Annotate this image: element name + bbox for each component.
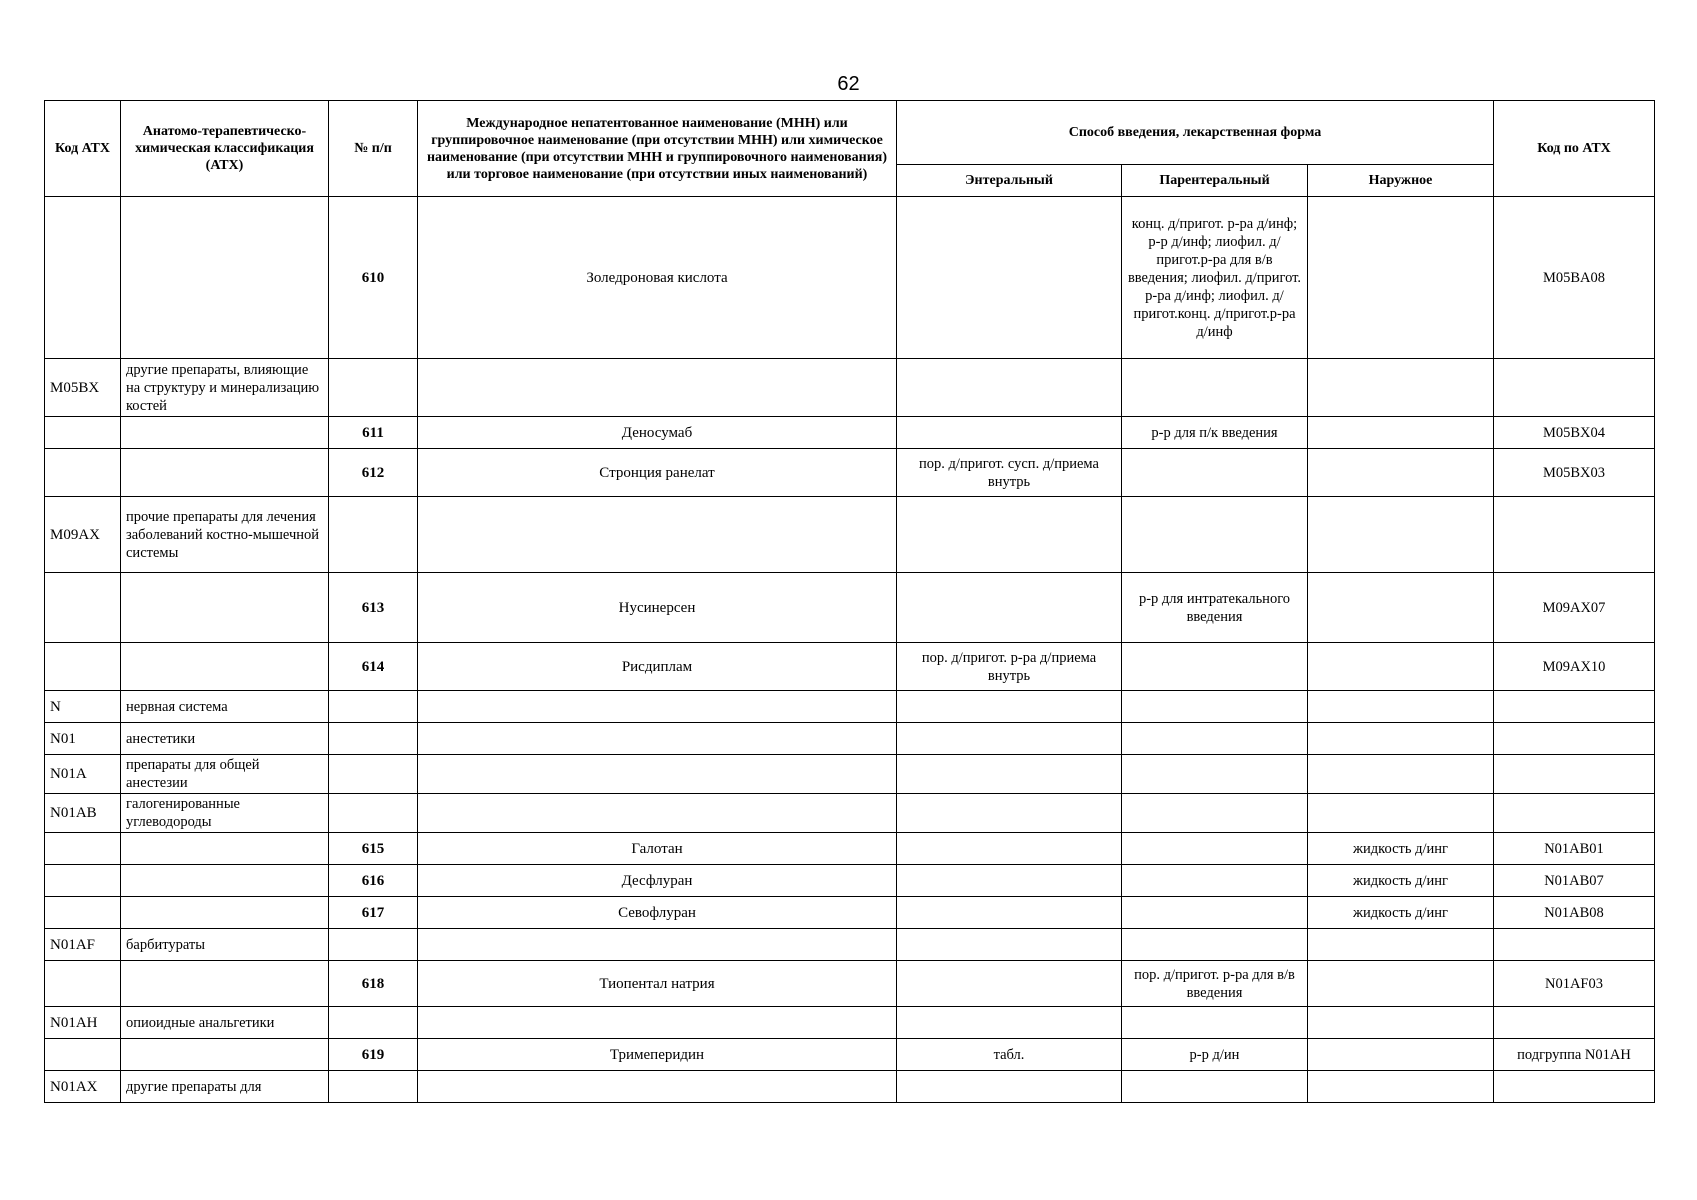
cell-atc-code (45, 449, 121, 497)
cell-external (1308, 723, 1494, 755)
cell-atc-ref: M09AX10 (1494, 643, 1655, 691)
cell-atc-code: N01AX (45, 1071, 121, 1103)
table-row (45, 643, 1655, 691)
table-row (45, 723, 1655, 755)
cell-drug-name (418, 929, 897, 961)
cell-atc-ref: M05BA08 (1494, 197, 1655, 359)
cell-parenteral: конц. д/пригот. р-ра д/инф; р-р д/инф; лиофил. д/пригот.р-ра для в/в введения; лиофил. д/пригот. р-ра д/инф; лиофил. д/пригот.конц. д/пригот.р-ра д/инф (1122, 197, 1308, 359)
header-external: Наружное (1308, 165, 1494, 197)
cell-atc-class: галогенированные углеводороды (121, 794, 329, 833)
cell-parenteral (1122, 723, 1308, 755)
table-row (45, 573, 1655, 643)
cell-atc-ref: N01AB07 (1494, 865, 1655, 897)
cell-enteral (897, 497, 1122, 573)
cell-atc-ref: M05BX04 (1494, 417, 1655, 449)
cell-drug-name: Десфлуран (418, 865, 897, 897)
cell-atc-class: нервная система (121, 691, 329, 723)
cell-atc-ref (1494, 929, 1655, 961)
cell-enteral (897, 794, 1122, 833)
cell-parenteral (1122, 497, 1308, 573)
cell-atc-class: барбитураты (121, 929, 329, 961)
cell-drug-name (418, 359, 897, 417)
cell-drug-name (418, 691, 897, 723)
cell-number (329, 1071, 418, 1103)
cell-atc-code: N01AB (45, 794, 121, 833)
cell-enteral (897, 573, 1122, 643)
cell-atc-ref (1494, 723, 1655, 755)
cell-drug-name: Рисдиплам (418, 643, 897, 691)
cell-drug-name (418, 794, 897, 833)
cell-atc-code (45, 197, 121, 359)
cell-atc-class (121, 961, 329, 1007)
cell-drug-name (418, 1071, 897, 1103)
table-row (45, 449, 1655, 497)
cell-enteral (897, 833, 1122, 865)
cell-atc-ref (1494, 691, 1655, 723)
cell-drug-name (418, 497, 897, 573)
cell-number (329, 1007, 418, 1039)
cell-drug-name (418, 1007, 897, 1039)
cell-external (1308, 1071, 1494, 1103)
cell-number: 611 (329, 417, 418, 449)
cell-atc-class (121, 197, 329, 359)
cell-atc-code (45, 897, 121, 929)
cell-parenteral (1122, 449, 1308, 497)
cell-parenteral (1122, 1007, 1308, 1039)
cell-atc-class (121, 573, 329, 643)
cell-atc-ref: N01AB01 (1494, 833, 1655, 865)
cell-number: 610 (329, 197, 418, 359)
cell-atc-ref (1494, 1007, 1655, 1039)
cell-enteral (897, 417, 1122, 449)
cell-enteral: пор. д/пригот. р-ра д/приема внутрь (897, 643, 1122, 691)
cell-external (1308, 197, 1494, 359)
cell-enteral (897, 359, 1122, 417)
cell-external (1308, 929, 1494, 961)
cell-external (1308, 1039, 1494, 1071)
cell-external (1308, 961, 1494, 1007)
cell-number (329, 359, 418, 417)
cell-atc-code: N01 (45, 723, 121, 755)
table-row (45, 897, 1655, 929)
cell-number (329, 691, 418, 723)
table-row (45, 1039, 1655, 1071)
cell-enteral (897, 897, 1122, 929)
cell-atc-ref: M09AX07 (1494, 573, 1655, 643)
header-num: № п/п (329, 101, 418, 197)
cell-external (1308, 573, 1494, 643)
cell-drug-name (418, 723, 897, 755)
cell-drug-name: Севофлуран (418, 897, 897, 929)
cell-atc-code: M05BX (45, 359, 121, 417)
cell-number: 612 (329, 449, 418, 497)
cell-atc-ref (1494, 755, 1655, 794)
cell-drug-name: Нусинерсен (418, 573, 897, 643)
cell-enteral (897, 1007, 1122, 1039)
header-enteral: Энтеральный (897, 165, 1122, 197)
cell-parenteral: р-р д/ин (1122, 1039, 1308, 1071)
header-atc-class: Анатомо-терапевтическо-химическая классификация (АТХ) (121, 101, 329, 197)
cell-external (1308, 1007, 1494, 1039)
cell-external: жидкость д/инг (1308, 865, 1494, 897)
cell-parenteral (1122, 691, 1308, 723)
cell-parenteral (1122, 755, 1308, 794)
cell-atc-class: препараты для общей анестезии (121, 755, 329, 794)
header-inn: Международное непатентованное наименование (МНН) или группировочное наименование (при отсутствии МНН) или химическое наименование (при отсутствии МНН и группировочного наименования) или торговое наименование (при отсутствии иных наименований) (418, 101, 897, 197)
cell-number: 617 (329, 897, 418, 929)
cell-atc-code (45, 961, 121, 1007)
cell-enteral (897, 197, 1122, 359)
cell-external (1308, 794, 1494, 833)
cell-enteral: пор. д/пригот. сусп. д/приема внутрь (897, 449, 1122, 497)
table-row (45, 497, 1655, 573)
cell-external (1308, 497, 1494, 573)
cell-parenteral (1122, 643, 1308, 691)
cell-parenteral (1122, 794, 1308, 833)
cell-atc-ref (1494, 497, 1655, 573)
table-row (45, 961, 1655, 1007)
table-row (45, 1007, 1655, 1039)
cell-number (329, 794, 418, 833)
cell-parenteral (1122, 897, 1308, 929)
table-row (45, 691, 1655, 723)
cell-number: 615 (329, 833, 418, 865)
cell-enteral (897, 929, 1122, 961)
cell-drug-name: Тиопентал натрия (418, 961, 897, 1007)
cell-external (1308, 417, 1494, 449)
table-row (45, 1071, 1655, 1103)
cell-number (329, 723, 418, 755)
cell-drug-name: Деносумаб (418, 417, 897, 449)
cell-number: 616 (329, 865, 418, 897)
table-row (45, 929, 1655, 961)
cell-atc-code (45, 643, 121, 691)
cell-parenteral (1122, 833, 1308, 865)
header-code: Код АТХ (45, 101, 121, 197)
cell-atc-code: N (45, 691, 121, 723)
cell-parenteral (1122, 865, 1308, 897)
cell-atc-class (121, 897, 329, 929)
table-row (45, 197, 1655, 359)
cell-parenteral: р-р для интратекального введения (1122, 573, 1308, 643)
cell-atc-code (45, 833, 121, 865)
cell-number (329, 497, 418, 573)
cell-atc-ref (1494, 1071, 1655, 1103)
cell-drug-name: Тримеперидин (418, 1039, 897, 1071)
cell-enteral: табл. (897, 1039, 1122, 1071)
header-atc-code: Код по АТХ (1494, 101, 1655, 197)
table-row (45, 359, 1655, 417)
cell-atc-class: другие препараты, влияющие на структуру и минерализацию костей (121, 359, 329, 417)
cell-enteral (897, 723, 1122, 755)
cell-external (1308, 643, 1494, 691)
table-row (45, 833, 1655, 865)
cell-number: 614 (329, 643, 418, 691)
cell-atc-ref (1494, 359, 1655, 417)
cell-atc-ref: N01AB08 (1494, 897, 1655, 929)
table-row (45, 417, 1655, 449)
cell-number: 619 (329, 1039, 418, 1071)
page-number: 62 (837, 73, 860, 95)
cell-external (1308, 449, 1494, 497)
cell-drug-name: Золедроновая кислота (418, 197, 897, 359)
table-header (45, 101, 1655, 197)
cell-atc-code (45, 573, 121, 643)
cell-atc-code: N01AF (45, 929, 121, 961)
drug-registry-table (44, 100, 1655, 1103)
cell-atc-code: N01A (45, 755, 121, 794)
cell-parenteral (1122, 1071, 1308, 1103)
cell-drug-name (418, 755, 897, 794)
header-parenteral: Парентеральный (1122, 165, 1308, 197)
cell-atc-class (121, 833, 329, 865)
cell-atc-class: другие препараты для (121, 1071, 329, 1103)
cell-atc-code: M09AX (45, 497, 121, 573)
cell-atc-ref (1494, 794, 1655, 833)
cell-drug-name: Стронция ранелат (418, 449, 897, 497)
cell-atc-class (121, 1039, 329, 1071)
cell-external: жидкость д/инг (1308, 833, 1494, 865)
cell-atc-code (45, 417, 121, 449)
header-route: Способ введения, лекарственная форма (897, 101, 1494, 165)
cell-number (329, 929, 418, 961)
cell-atc-class (121, 865, 329, 897)
cell-atc-code: N01AH (45, 1007, 121, 1039)
cell-atc-class: анестетики (121, 723, 329, 755)
cell-number (329, 755, 418, 794)
cell-external (1308, 691, 1494, 723)
table-row (45, 794, 1655, 833)
cell-enteral (897, 755, 1122, 794)
cell-parenteral: пор. д/пригот. р-ра для в/в введения (1122, 961, 1308, 1007)
cell-enteral (897, 1071, 1122, 1103)
table-row (45, 755, 1655, 794)
cell-drug-name: Галотан (418, 833, 897, 865)
cell-parenteral: р-р для п/к введения (1122, 417, 1308, 449)
cell-parenteral (1122, 359, 1308, 417)
cell-atc-ref: M05BX03 (1494, 449, 1655, 497)
cell-atc-ref: N01AF03 (1494, 961, 1655, 1007)
cell-parenteral (1122, 929, 1308, 961)
cell-enteral (897, 691, 1122, 723)
cell-number: 618 (329, 961, 418, 1007)
table-row (45, 865, 1655, 897)
cell-atc-code (45, 865, 121, 897)
cell-atc-class: прочие препараты для лечения заболеваний костно-мышечной системы (121, 497, 329, 573)
table-body (45, 197, 1655, 1103)
cell-enteral (897, 865, 1122, 897)
cell-atc-class (121, 449, 329, 497)
cell-atc-code (45, 1039, 121, 1071)
cell-number: 613 (329, 573, 418, 643)
cell-enteral (897, 961, 1122, 1007)
cell-atc-class (121, 417, 329, 449)
cell-external (1308, 359, 1494, 417)
cell-atc-class: опиоидные анальгетики (121, 1007, 329, 1039)
cell-atc-ref: подгруппа N01AH (1494, 1039, 1655, 1071)
cell-external: жидкость д/инг (1308, 897, 1494, 929)
cell-external (1308, 755, 1494, 794)
cell-atc-class (121, 643, 329, 691)
